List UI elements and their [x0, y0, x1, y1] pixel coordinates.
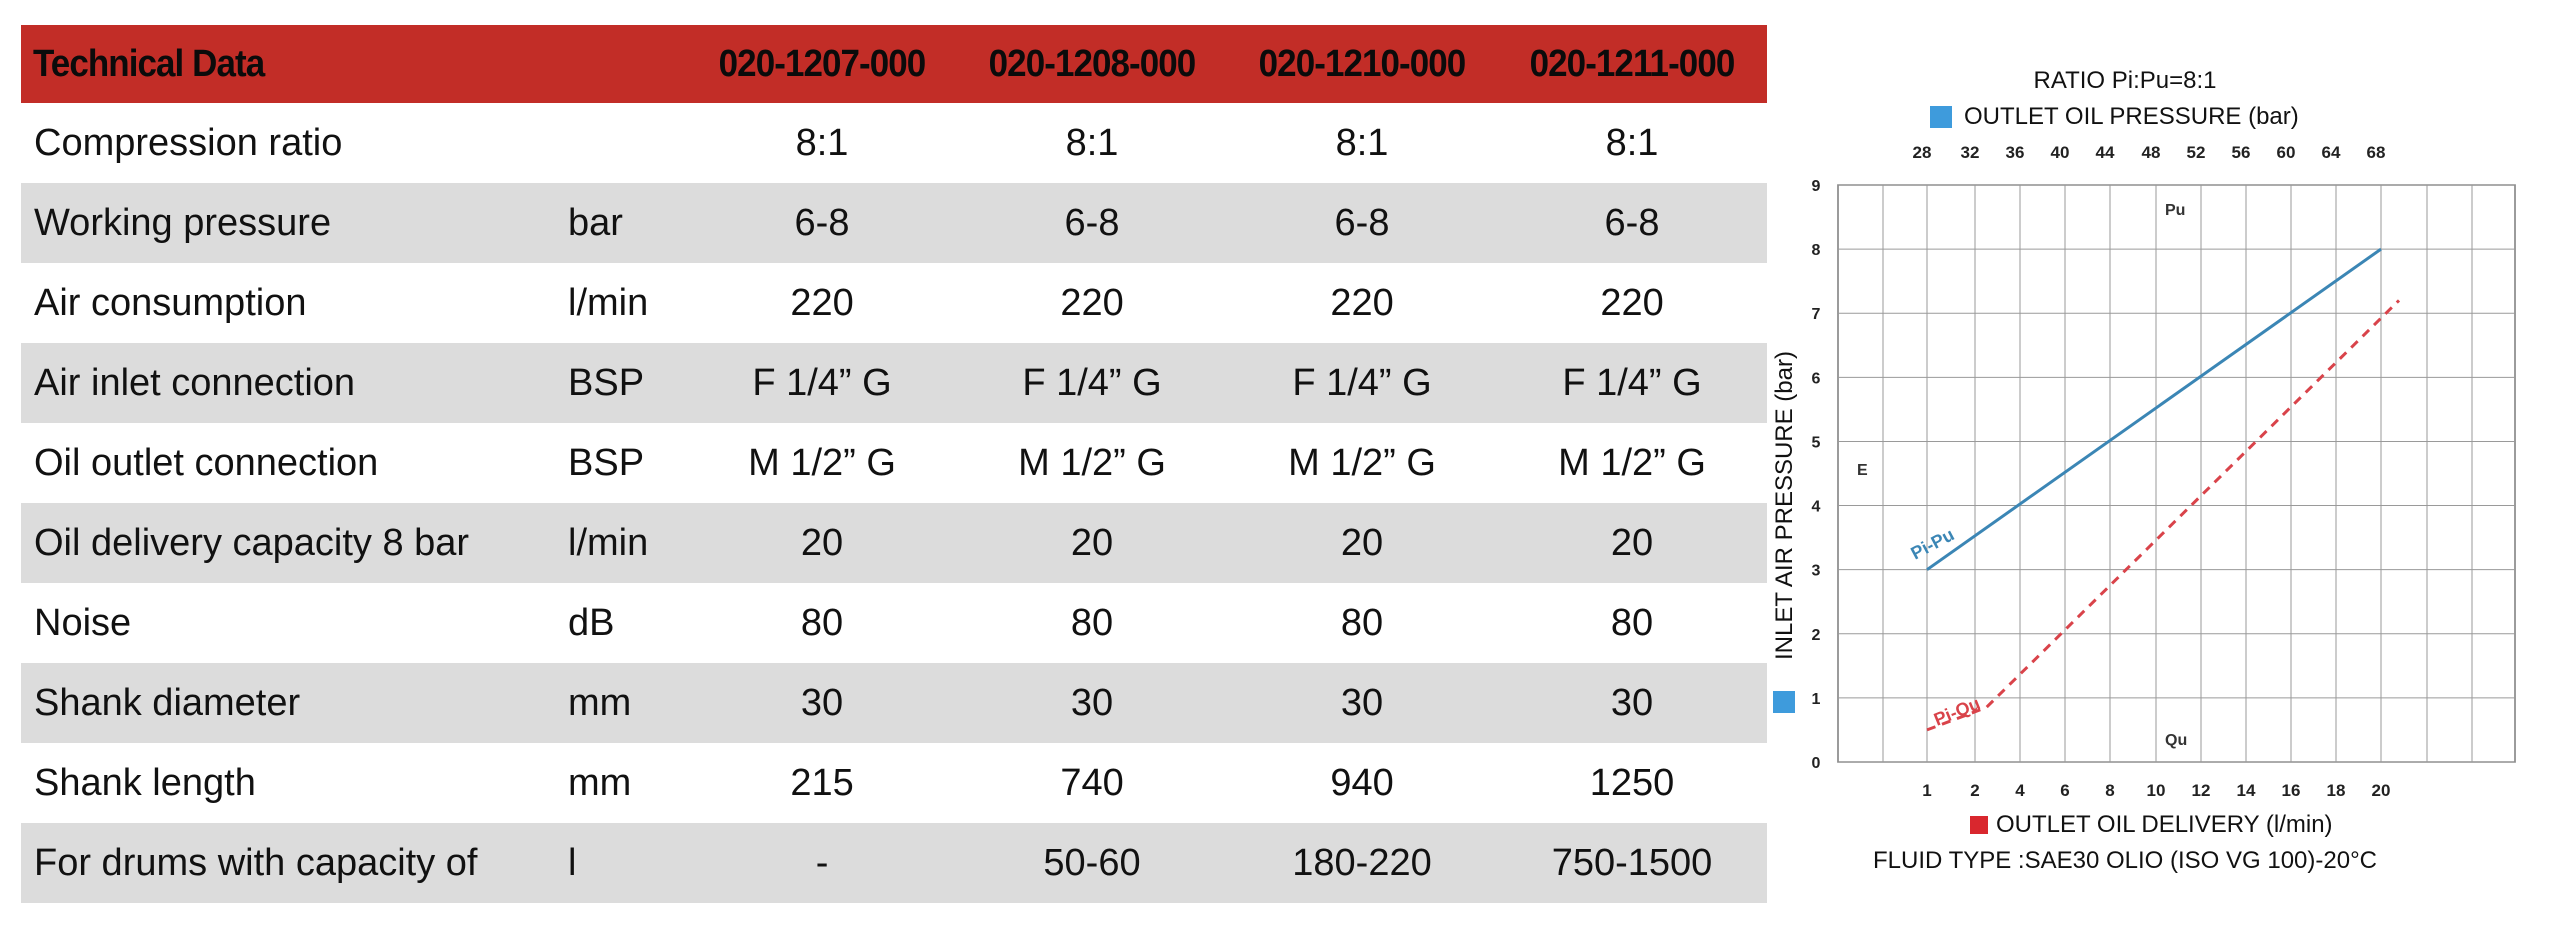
row-label: Compression ratio [34, 121, 343, 164]
table-row [21, 583, 1767, 663]
row-value: F 1/4” G [1022, 361, 1162, 404]
row-value: M 1/2” G [1558, 441, 1706, 484]
row-value: M 1/2” G [1288, 441, 1436, 484]
top-tick-label: 48 [2141, 143, 2161, 162]
row-value: 6-8 [1334, 201, 1390, 244]
y-axis-label: INLET AIR PRESSURE (bar) [1771, 351, 1798, 660]
row-unit: mm [568, 681, 632, 724]
table-row [21, 263, 1767, 343]
x-tick-label: 10 [2146, 781, 2166, 800]
row-value: F 1/4” G [752, 361, 892, 404]
row-value: 220 [790, 281, 854, 324]
x-tick-label: 8 [2105, 781, 2115, 800]
row-value: 220 [1600, 281, 1664, 324]
annotation-qu: Qu [2165, 732, 2188, 749]
x-tick-label: 16 [2281, 781, 2301, 800]
row-value: M 1/2” G [1018, 441, 1166, 484]
product-code-header: 020-1210-000 [1258, 42, 1466, 85]
table-row [21, 503, 1767, 583]
row-unit: l [568, 841, 577, 884]
row-value: 30 [800, 681, 844, 724]
plot-frame [1838, 185, 2515, 762]
row-label: Shank length [34, 761, 256, 804]
series-line-pi-pu [1927, 249, 2381, 570]
row-unit [552, 103, 687, 183]
row-value: 6-8 [1604, 201, 1660, 244]
row-value: 215 [790, 761, 854, 804]
chart-plot [1745, 55, 2560, 885]
x-tick-label: 14 [2236, 781, 2256, 800]
top-tick-label: 64 [2321, 143, 2341, 162]
row-value: 20 [1070, 521, 1114, 564]
row-unit: BSP [568, 441, 645, 484]
row-value: 220 [1060, 281, 1124, 324]
row-value: 80 [800, 601, 844, 644]
top-tick-label: 52 [2186, 143, 2206, 162]
x-axis-label: OUTLET OIL DELIVERY (l/min) [1996, 811, 2333, 838]
row-value: 80 [1070, 601, 1114, 644]
table-row [21, 663, 1767, 743]
row-value: 6-8 [1064, 201, 1120, 244]
row-value: 940 [1330, 761, 1394, 804]
annotation-pu: Pu [2165, 202, 2186, 219]
row-label: Working pressure [34, 201, 332, 244]
row-value: 740 [1060, 761, 1124, 804]
row-value: 8:1 [1605, 121, 1659, 164]
y-tick-label: 7 [1811, 306, 1821, 324]
top-tick-label: 32 [1960, 143, 1980, 162]
x-tick-label: 1 [1922, 781, 1932, 800]
table-title: Technical Data [32, 42, 265, 85]
row-value: 20 [800, 521, 844, 564]
row-value: 6-8 [794, 201, 850, 244]
row-value: 20 [1610, 521, 1654, 564]
row-unit: mm [568, 761, 632, 804]
table-header-row [21, 25, 1767, 103]
x-tick-label: 2 [1970, 781, 1980, 800]
product-code-header: 020-1208-000 [988, 42, 1196, 85]
top-tick-label: 68 [2366, 143, 2386, 162]
row-unit: l/min [568, 281, 649, 324]
technical-data-table [21, 25, 1767, 903]
row-label: Oil outlet connection [34, 441, 379, 484]
y-tick-label: 8 [1811, 242, 1821, 260]
row-label: For drums with capacity of [34, 841, 478, 884]
x-tick-label: 4 [2015, 781, 2025, 800]
table-row [21, 743, 1767, 823]
row-value: 750-1500 [1551, 841, 1713, 884]
row-label: Shank diameter [34, 681, 301, 724]
top-tick-label: 60 [2276, 143, 2296, 162]
table-row [21, 423, 1767, 503]
series-line-pi-qu [1927, 300, 2399, 730]
chart-title: RATIO Pi:Pu=8:1 [2033, 67, 2217, 94]
row-value: M 1/2” G [748, 441, 896, 484]
row-label: Air inlet connection [34, 361, 356, 404]
series-label: Pi-Pu [1907, 524, 1958, 564]
row-value: 20 [1340, 521, 1384, 564]
y-tick-label: 0 [1811, 755, 1821, 772]
table-row [21, 823, 1767, 903]
row-value: 30 [1340, 681, 1384, 724]
table-row [21, 343, 1767, 423]
row-value: 80 [1340, 601, 1384, 644]
row-value: F 1/4” G [1562, 361, 1702, 404]
y-tick-label: 9 [1811, 178, 1821, 195]
y-tick-label: 2 [1811, 626, 1821, 644]
y-axis-legend-swatch [1773, 691, 1795, 713]
row-label: Oil delivery capacity 8 bar [34, 521, 470, 564]
row-value: F 1/4” G [1292, 361, 1432, 404]
product-code-header: 020-1211-000 [1529, 42, 1735, 85]
x-tick-label: 12 [2191, 781, 2211, 800]
y-tick-label: 1 [1811, 690, 1821, 708]
y-tick-label: 6 [1811, 370, 1821, 388]
top-tick-label: 56 [2231, 143, 2251, 162]
row-value: 220 [1330, 281, 1394, 324]
row-label: Air consumption [34, 281, 307, 324]
row-value: 8:1 [1065, 121, 1119, 164]
x-tick-label: 20 [2371, 781, 2391, 800]
legend-swatch-red [1970, 816, 1988, 834]
top-axis-label: OUTLET OIL PRESSURE (bar) [1964, 103, 2299, 130]
top-tick-label: 28 [1912, 143, 1932, 162]
y-tick-label: 5 [1811, 434, 1821, 452]
y-tick-label: 4 [1811, 498, 1821, 516]
top-tick-label: 44 [2095, 143, 2115, 162]
annotation-e: E [1857, 462, 1868, 479]
row-unit: l/min [568, 521, 649, 564]
bottom-axis-legend [1970, 811, 2333, 839]
row-unit: bar [568, 201, 623, 244]
row-value: 1250 [1589, 761, 1675, 804]
table-row [21, 183, 1767, 263]
x-tick-label: 18 [2326, 781, 2346, 800]
chart-footnote: FLUID TYPE :SAE30 OLIO (ISO VG 100)-20°C [1873, 847, 2377, 874]
row-value: 180-220 [1292, 841, 1432, 884]
row-value: 8:1 [795, 121, 849, 164]
row-value: 30 [1610, 681, 1654, 724]
top-tick-label: 40 [2050, 143, 2070, 162]
row-value: 80 [1610, 601, 1654, 644]
table-row [21, 103, 1767, 183]
performance-chart [1745, 55, 2560, 885]
row-unit: dB [568, 601, 615, 644]
row-value: - [815, 841, 829, 884]
row-value: 50-60 [1043, 841, 1141, 884]
row-unit: BSP [568, 361, 645, 404]
product-code-header: 020-1207-000 [718, 42, 926, 85]
x-tick-label: 6 [2060, 781, 2070, 800]
series-label: Pi-Qu [1931, 693, 1984, 730]
row-label: Noise [34, 601, 132, 644]
row-value: 30 [1070, 681, 1114, 724]
top-tick-label: 36 [2005, 143, 2025, 162]
y-tick-label: 3 [1811, 562, 1821, 580]
row-value: 8:1 [1335, 121, 1389, 164]
